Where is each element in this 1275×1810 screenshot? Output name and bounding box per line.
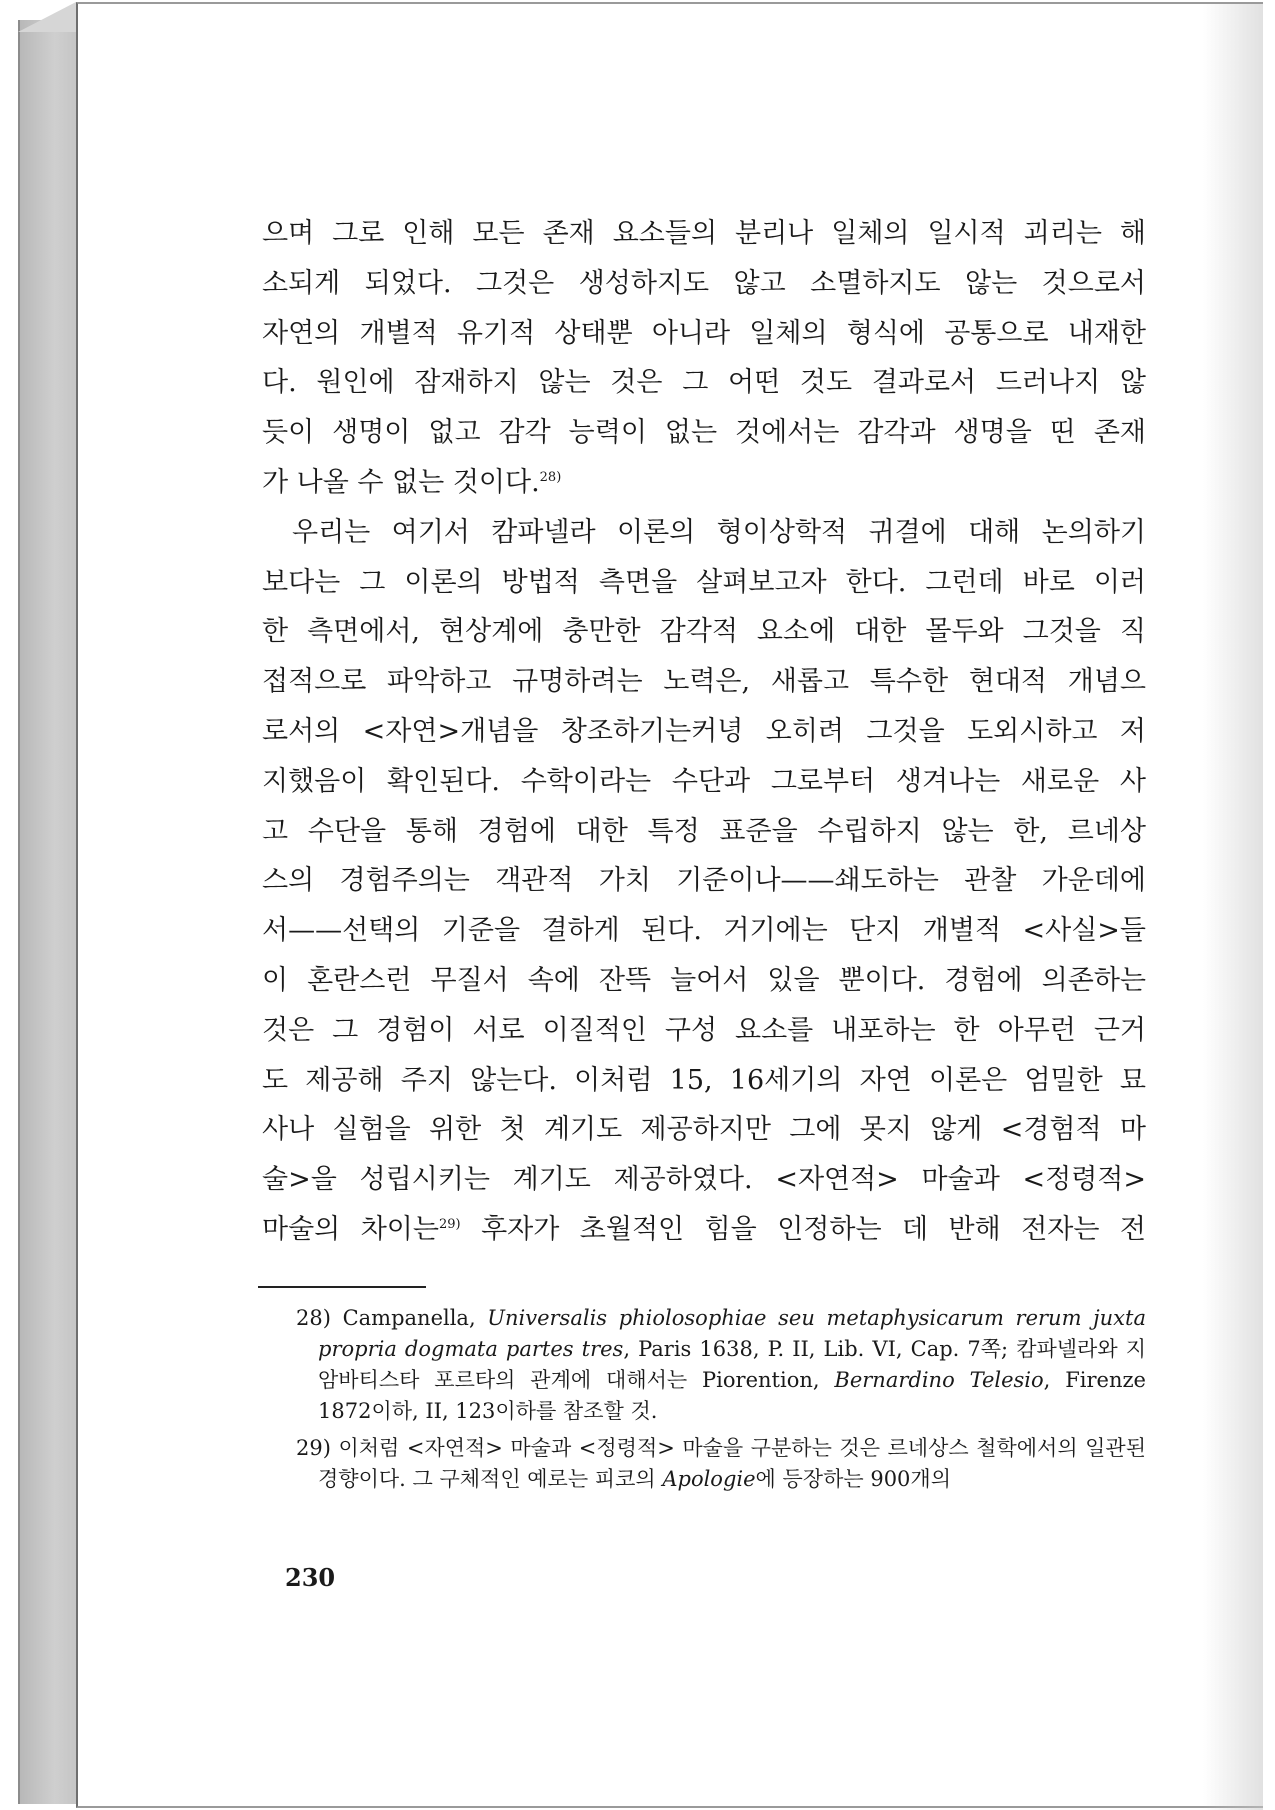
footnote-29	[296, 1433, 1146, 1495]
book-spine	[18, 20, 78, 1804]
text-line-continued	[262, 1205, 1146, 1255]
text-segment: 후자가 초월적인 힘을 인정하는 데 반해 전자는 전	[460, 1213, 1146, 1245]
footnote-title: Apologie	[662, 1467, 756, 1491]
footnote-text: , Paris 1638, P. II, Lib. VI, Cap. 7쪽; 캄파넬라와 지암바티스타 포르타의 관계에 대해서는 Piorention,	[318, 1337, 1146, 1392]
footnote-title: Bernardino Telesio	[834, 1368, 1044, 1392]
text-line: 로서의 <자연>개념을 창조하기는커녕 오히려 그것을 도외시하고 저	[262, 715, 1146, 747]
text-line: 다. 원인에 잠재하지 않는 것은 그 어떤 것도 결과로서 드러나지 않	[262, 367, 1146, 399]
text-line: 서——선택의 기준을 결하게 된다. 거기에는 단지 개별적 <사실>들	[262, 915, 1146, 947]
text-line: 우리는 여기서 캄파넬라 이론의 형이상학적 귀결에 대해 논의하기	[292, 516, 1146, 548]
text-line: 스의 경험주의는 객관적 가치 기준이나——쇄도하는 관찰 가운데에	[262, 865, 1146, 897]
footnote-28	[296, 1303, 1146, 1427]
text-line: 고 수단을 통해 경험에 대한 특정 표준을 수립하지 않는 한, 르네상	[262, 815, 1146, 847]
text-line: 한 측면에서, 현상계에 충만한 감각적 요소에 대한 몰두와 그것을 직	[262, 616, 1146, 648]
text-segment: 마술의 차이는	[262, 1213, 439, 1245]
text-line: 사나 실험을 위한 첫 계기도 제공하지만 그에 못지 않게 <경험적 마	[262, 1114, 1146, 1146]
page-edge-shadow	[1203, 4, 1263, 1810]
text-line: 이 혼란스런 무질서 속에 잔뜩 늘어서 있을 뿐이다. 경험에 의존하는	[262, 964, 1146, 996]
footnote-text: , Firenze 1872이하, II, 123이하를 참조할 것.	[318, 1368, 1146, 1423]
text-line: 접적으로 파악하고 규명하려는 노력은, 새롭고 특수한 현대적 개념으	[262, 666, 1146, 698]
footnote-separator	[258, 1286, 426, 1288]
text-line: 듯이 생명이 없고 감각 능력이 없는 것에서는 감각과 생명을 띤 존재	[262, 417, 1146, 449]
footnote-text: 28) Campanella,	[296, 1306, 488, 1330]
footnote-text: 29) 이처럼 <자연적> 마술과 <정령적> 마술을 구분하는 것은 르네상스 철학에서의 일관된 경향이다. 그 구체적인 예로는 피코의	[296, 1436, 1146, 1491]
footnote-ref-28: 28)	[539, 469, 562, 485]
book-top-edge	[18, 2, 76, 32]
page-number: 230	[285, 1563, 336, 1592]
footnote-text: 에 등장하는 900개의	[755, 1467, 951, 1491]
text-line: 것은 그 경험이 서로 이질적인 구성 요소를 내포하는 한 아무런 근거	[262, 1014, 1146, 1046]
text-line: 가 나올 수 없는 것이다.	[262, 466, 540, 498]
text-line: 지했음이 확인된다. 수학이라는 수단과 그로부터 생겨나는 새로운 사	[262, 765, 1146, 797]
body-text	[262, 209, 1146, 1255]
text-line: 술>을 성립시키는 계기도 제공하였다. <자연적> 마술과 <정령적>	[262, 1164, 1146, 1196]
footnote-title: Universalis phiolosophiae seu metaphysicarum rerum juxta propria dogmata partes tres	[318, 1306, 1146, 1361]
footnotes	[296, 1303, 1146, 1501]
text-line-last	[262, 458, 1146, 508]
text-line: 자연의 개별적 유기적 상태뿐 아니라 일체의 형식에 공통으로 내재한	[262, 317, 1146, 349]
text-line: 보다는 그 이론의 방법적 측면을 살펴보고자 한다. 그런데 바로 이러	[262, 566, 1146, 598]
text-line: 소되게 되었다. 그것은 생성하지도 않고 소멸하지도 않는 것으로서	[262, 267, 1146, 299]
text-line: 도 제공해 주지 않는다. 이처럼 15, 16세기의 자연 이론은 엄밀한 묘	[262, 1064, 1146, 1096]
footnote-ref-29: 29)	[438, 1216, 461, 1232]
text-line: 으며 그로 인해 모든 존재 요소들의 분리나 일체의 일시적 괴리는 해	[262, 218, 1146, 249]
